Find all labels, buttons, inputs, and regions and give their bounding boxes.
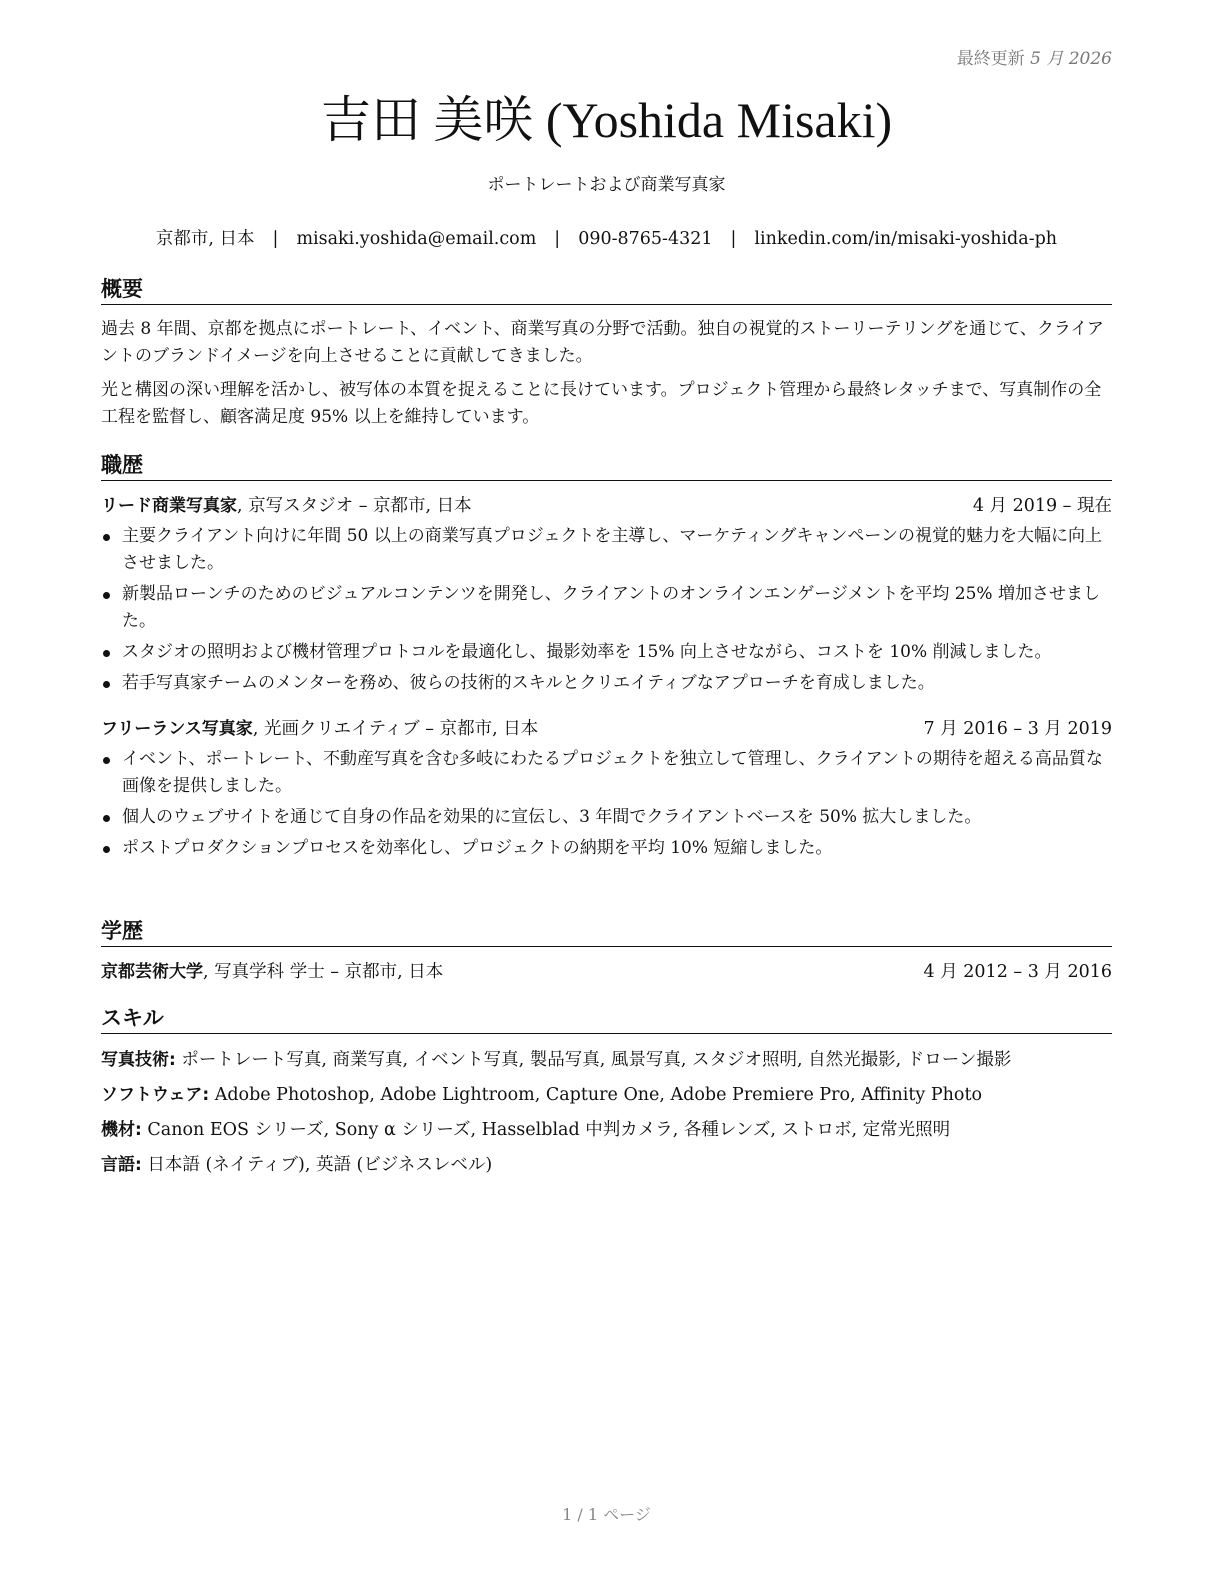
contact-separator: | [730,229,737,249]
skill-value: ポートレート写真, 商業写真, イベント写真, 製品写真, 風景写真, スタジオ照明, 自然光撮影, ドローン撮影 [175,1050,1012,1070]
job-bullet: ポストプロダクションプロセスを効率化し、プロジェクトの納期を平均 10% 短縮しました。 [101,835,1112,862]
summary-heading: 概要 [101,276,1112,305]
skill-value: Adobe Photoshop, Adobe Lightroom, Capture One, Adobe Premiere Pro, Affinity Photo [209,1085,983,1105]
job-dates: 7 月 2016 – 3 月 2019 [923,719,1112,739]
resume-page [101,0,1112,1584]
summary-paragraph: 過去 8 年間、京都を拠点にポートレート、イベント、商業写真の分野で活動。独自の視覚的ストーリーテリングを通じて、クライアントのブランドイメージを向上させることに貢献してきました。 [101,319,1104,366]
contact-line [101,225,1112,250]
contact-separator: | [554,229,561,249]
job-bullet: 若手写真家チームのメンターを務め、彼らの技術的スキルとクリエイティブなアプローチを育成しました。 [101,670,1112,697]
education-heading: 学歴 [101,918,1112,947]
last-updated-label: 最終更新 [956,49,1025,69]
candidate-name: 吉田 美咲 (Yoshida Misaki) [320,92,893,148]
education-entry [101,959,1112,985]
job-header [101,493,1112,519]
job-bullet: 新製品ローンチのためのビジュアルコンテンツを開発し、クライアントのオンラインエンゲージメントを平均 25% 増加させました。 [101,581,1112,635]
skill-line [101,1082,1112,1108]
job-bullet: 個人のウェブサイトを通じて自身の作品を効果的に宣伝し、3 年間でクライアントベースを 50% 拡大しました。 [101,804,1112,831]
job-bullet: 主要クライアント向けに年間 50 以上の商業写真プロジェクトを主導し、マーケティングキャンペーンの視覚的魅力を大幅に向上させました。 [101,523,1112,577]
skill-line [101,1152,1112,1178]
last-updated-date: 5 月 2026 [1030,49,1112,69]
candidate-tagline: ポートレートおよび商業写真家 [487,175,726,195]
job-bullet: スタジオの照明および機材管理プロトコルを最適化し、撮影効率を 15% 向上させながら、コストを 10% 削減しました。 [101,639,1112,666]
job-title: リード商業写真家 [101,496,237,516]
skill-label: 写真技術: [101,1050,176,1070]
job-organization: , 京写スタジオ – 京都市, 日本 [237,496,472,516]
education-detail: , 写真学科 学士 – 京都市, 日本 [203,962,444,982]
skill-line [101,1117,1112,1143]
summary-paragraph: 光と構図の深い理解を活かし、被写体の本質を捉えることに長けています。プロジェクト管理から最終レタッチまで、写真制作の全工程を監督し、顧客満足度 95% 以上を維持しています。 [101,380,1102,427]
education-school: 京都芸術大学 [101,962,203,982]
contact-email[interactable]: misaki.yoshida@email.com [296,229,537,249]
page-number: 1 / 1 ページ [562,1505,651,1524]
education-section [101,918,1112,985]
experience-heading: 職歴 [101,452,1112,481]
skill-value: 日本語 (ネイティブ), 英語 (ビジネスレベル) [141,1155,493,1175]
contact-phone[interactable]: 090-8765-4321 [578,229,713,249]
contact-location: 京都市, 日本 [155,229,255,249]
job-dates: 4 月 2019 – 現在 [972,496,1112,516]
job-bullets [101,746,1112,862]
last-updated [957,44,1112,69]
skills-section [101,1005,1112,1187]
skill-line [101,1047,1112,1073]
summary-section [101,276,1112,431]
skill-label: ソフトウェア: [101,1085,210,1105]
job-bullets [101,523,1112,697]
job-organization: , 光画クリエイティブ – 京都市, 日本 [252,719,539,739]
job-header [101,716,1112,742]
skills-heading: スキル [101,1005,1112,1034]
contact-linkedin[interactable]: linkedin.com/in/misaki-yoshida-ph [754,229,1058,249]
job-title: フリーランス写真家 [101,719,253,739]
education-dates: 4 月 2012 – 3 月 2016 [923,962,1112,982]
job-bullet: イベント、ポートレート、不動産写真を含む多岐にわたるプロジェクトを独立して管理し、クライアントの期待を超える高品質な画像を提供しました。 [101,746,1112,800]
job-entry [101,716,1112,862]
job-entry [101,493,1112,697]
skill-label: 言語: [101,1155,142,1175]
skill-label: 機材: [101,1120,142,1140]
contact-separator: | [272,229,279,249]
experience-section [101,452,1112,866]
skill-value: Canon EOS シリーズ, Sony α シリーズ, Hasselblad 中判カメラ, 各種レンズ, ストロボ, 定常光照明 [141,1120,951,1140]
